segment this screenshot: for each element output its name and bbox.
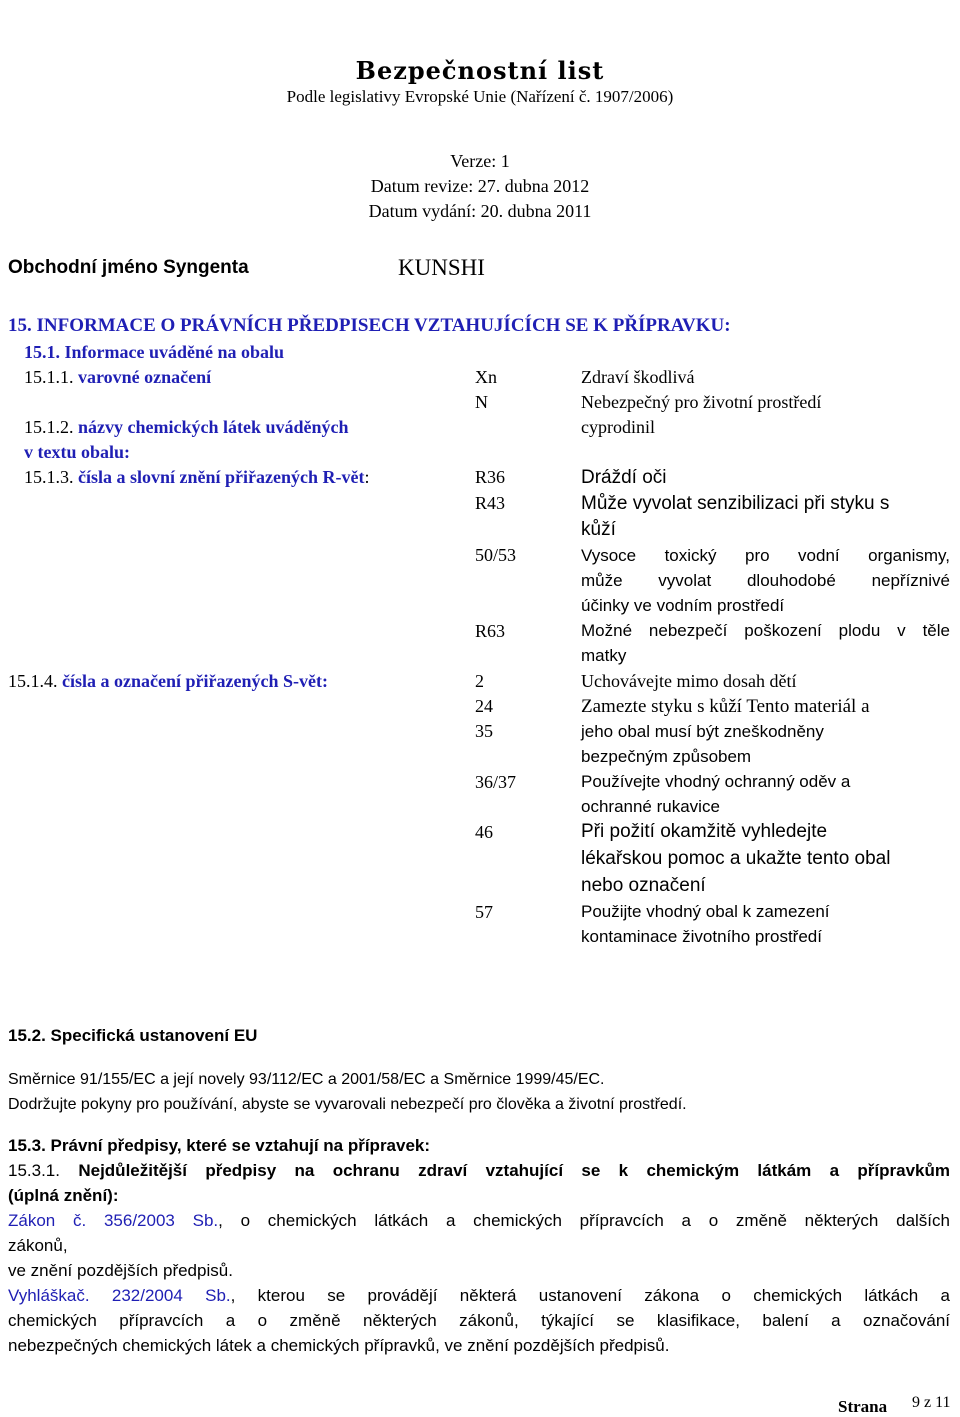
law-2-text-continued: chemických přípravcích a o změně některých zákonů, týkající se klasifikace, balení a označování [8,1311,950,1330]
warning-text: Zdraví škodlivá [581,367,695,387]
warning-text: Nebezpečný pro životní prostředí [581,392,822,412]
section-label: názvy chemických látek uváděných [78,417,349,437]
r-phrase-text: Může vyvolat senzibilizaci při styku s [581,493,890,514]
r-phrase-text: Možné nebezpečí poškození plodu v těle [581,621,950,640]
section-label-continued: (úplná znění): [8,1186,119,1205]
section-15-2-heading: 15.2. Specifická ustanovení EU [8,1026,258,1045]
s-phrase-text: Uchovávejte mimo dosah dětí [581,671,797,691]
section-15-heading: 15. INFORMACE O PRÁVNÍCH PŘEDPISECH VZTAHUJÍCÍCH SE K PŘÍPRAVKU: [8,315,731,336]
s-phrase-text: Zamezte styku s kůží Tento materiál a [581,696,870,717]
law-1-link[interactable]: Zákon č. 356/2003 Sb. [8,1211,219,1230]
law-1-text-continued: zákonů, [8,1236,68,1255]
s-phrase-text: Používejte vhodný ochranný oděv a [581,772,851,791]
eu-instructions: Dodržujte pokyny pro používání, abyste se vyvarovali nebezpečí pro člověka a životní prostředí. [8,1096,687,1113]
s-phrase-text-continued: bezpečným způsobem [581,747,752,766]
s-phrase-text-continued: ochranné rukavice [581,797,720,816]
section-number: 15.1.2. [24,417,74,437]
law-2-line [8,1287,950,1306]
s-phrase-code: 36/37 [475,772,517,792]
section-number: 15.1.4. [8,671,58,691]
revision-date: Datum revize: 27. dubna 2012 [370,176,590,196]
document-title: Bezpečnostní list [355,56,605,85]
s-phrase-text-continued: kontaminace životního prostředí [581,927,822,946]
law-2-link[interactable]: Vyhláškač. 232/2004 Sb. [8,1286,231,1305]
s-phrase-code: 46 [475,822,493,842]
section-label: čísla a označení přiřazených S-vět: [62,671,328,691]
chemical-name: cyprodinil [581,417,655,437]
r-phrase-text-continued: matky [581,646,627,665]
section-15-1-1 [24,368,211,388]
s-phrase-text: Použijte vhodný obal k zamezení [581,902,830,921]
law-1-text: , o chemických látkách a chemických přípravcích a o změně některých dalších [218,1211,950,1230]
s-phrase-text-continued: lékařskou pomoc a ukažte tento obal [581,848,891,869]
s-phrase-code: 35 [475,721,493,741]
law-1-line [8,1212,950,1231]
r-phrase-text: Dráždí oči [581,467,667,488]
r-phrase-text-continued: účinky ve vodním prostředí [581,596,785,615]
s-phrase-code: 24 [475,696,493,716]
r-phrase-code: R63 [475,621,506,641]
s-phrase-text: jeho obal musí být zneškodněny [581,722,824,741]
s-phrase-text: Při požití okamžitě vyhledejte [581,821,828,842]
law-2-text: , kterou se provádějí některá ustanovení zákona o chemických látkách a [230,1286,950,1305]
issue-date: Datum vydání: 20. dubna 2011 [368,201,592,221]
section-number: 15.3.1. [8,1161,60,1180]
section-15-1-3 [24,468,370,488]
section-15-1-2 [24,418,349,438]
r-phrase-text-continued: kůží [581,519,616,540]
r-phrase-code: R36 [475,467,506,487]
page-number: 9 z 11 [912,1394,951,1411]
s-phrase-text-continued: nebo označení [581,875,706,896]
warning-code: Xn [475,367,497,387]
version: Verze: 1 [450,151,510,171]
law-2-text-continued: nebezpečných chemických látek a chemických přípravků, ve znění pozdějších předpisů. [8,1336,670,1355]
r-phrase-code: 50/53 [475,545,517,565]
s-phrase-code: 2 [475,671,484,691]
section-label: čísla a slovní znění přiřazených R-vět [78,467,365,487]
eu-directives: Směrnice 91/155/EC a její novely 93/112/EC a 2001/58/EC a Směrnice 1999/45/EC. [8,1071,605,1088]
section-number: 15.1.1. [24,367,74,387]
section-15-3-heading: 15.3. Právní předpisy, které se vztahují na přípravek: [8,1136,431,1155]
section-label-continued: v textu obalu: [24,442,131,462]
section-number: 15.1.3. [24,467,74,487]
r-phrase-text: Vysoce toxický pro vodní organismy, [581,546,950,565]
page-label: Strana [838,1397,888,1416]
warning-code: N [475,392,488,412]
label-colon: : [364,467,370,487]
law-1-text-continued: ve znění pozdějších předpisů. [8,1261,233,1280]
section-label: varovné označení [78,367,212,387]
section-15-3-1 [8,1162,950,1181]
s-phrase-code: 57 [475,902,493,922]
trade-name-label: Obchodní jméno Syngenta [8,257,249,278]
section-label: Nejdůležitější předpisy na ochranu zdraví vztahující se k chemickým látkám a přípravkům [78,1161,950,1180]
r-phrase-text-continued: může vyvolat dlouhodobé nepříznivé [581,571,950,590]
section-15-1-heading: 15.1. Informace uváděné na obalu [24,342,285,362]
document-subtitle: Podle legislativy Evropské Unie (Nařízení č. 1907/2006) [286,87,674,106]
trade-name: KUNSHI [398,255,485,280]
r-phrase-code: R43 [475,493,506,513]
section-15-1-4 [8,672,328,692]
